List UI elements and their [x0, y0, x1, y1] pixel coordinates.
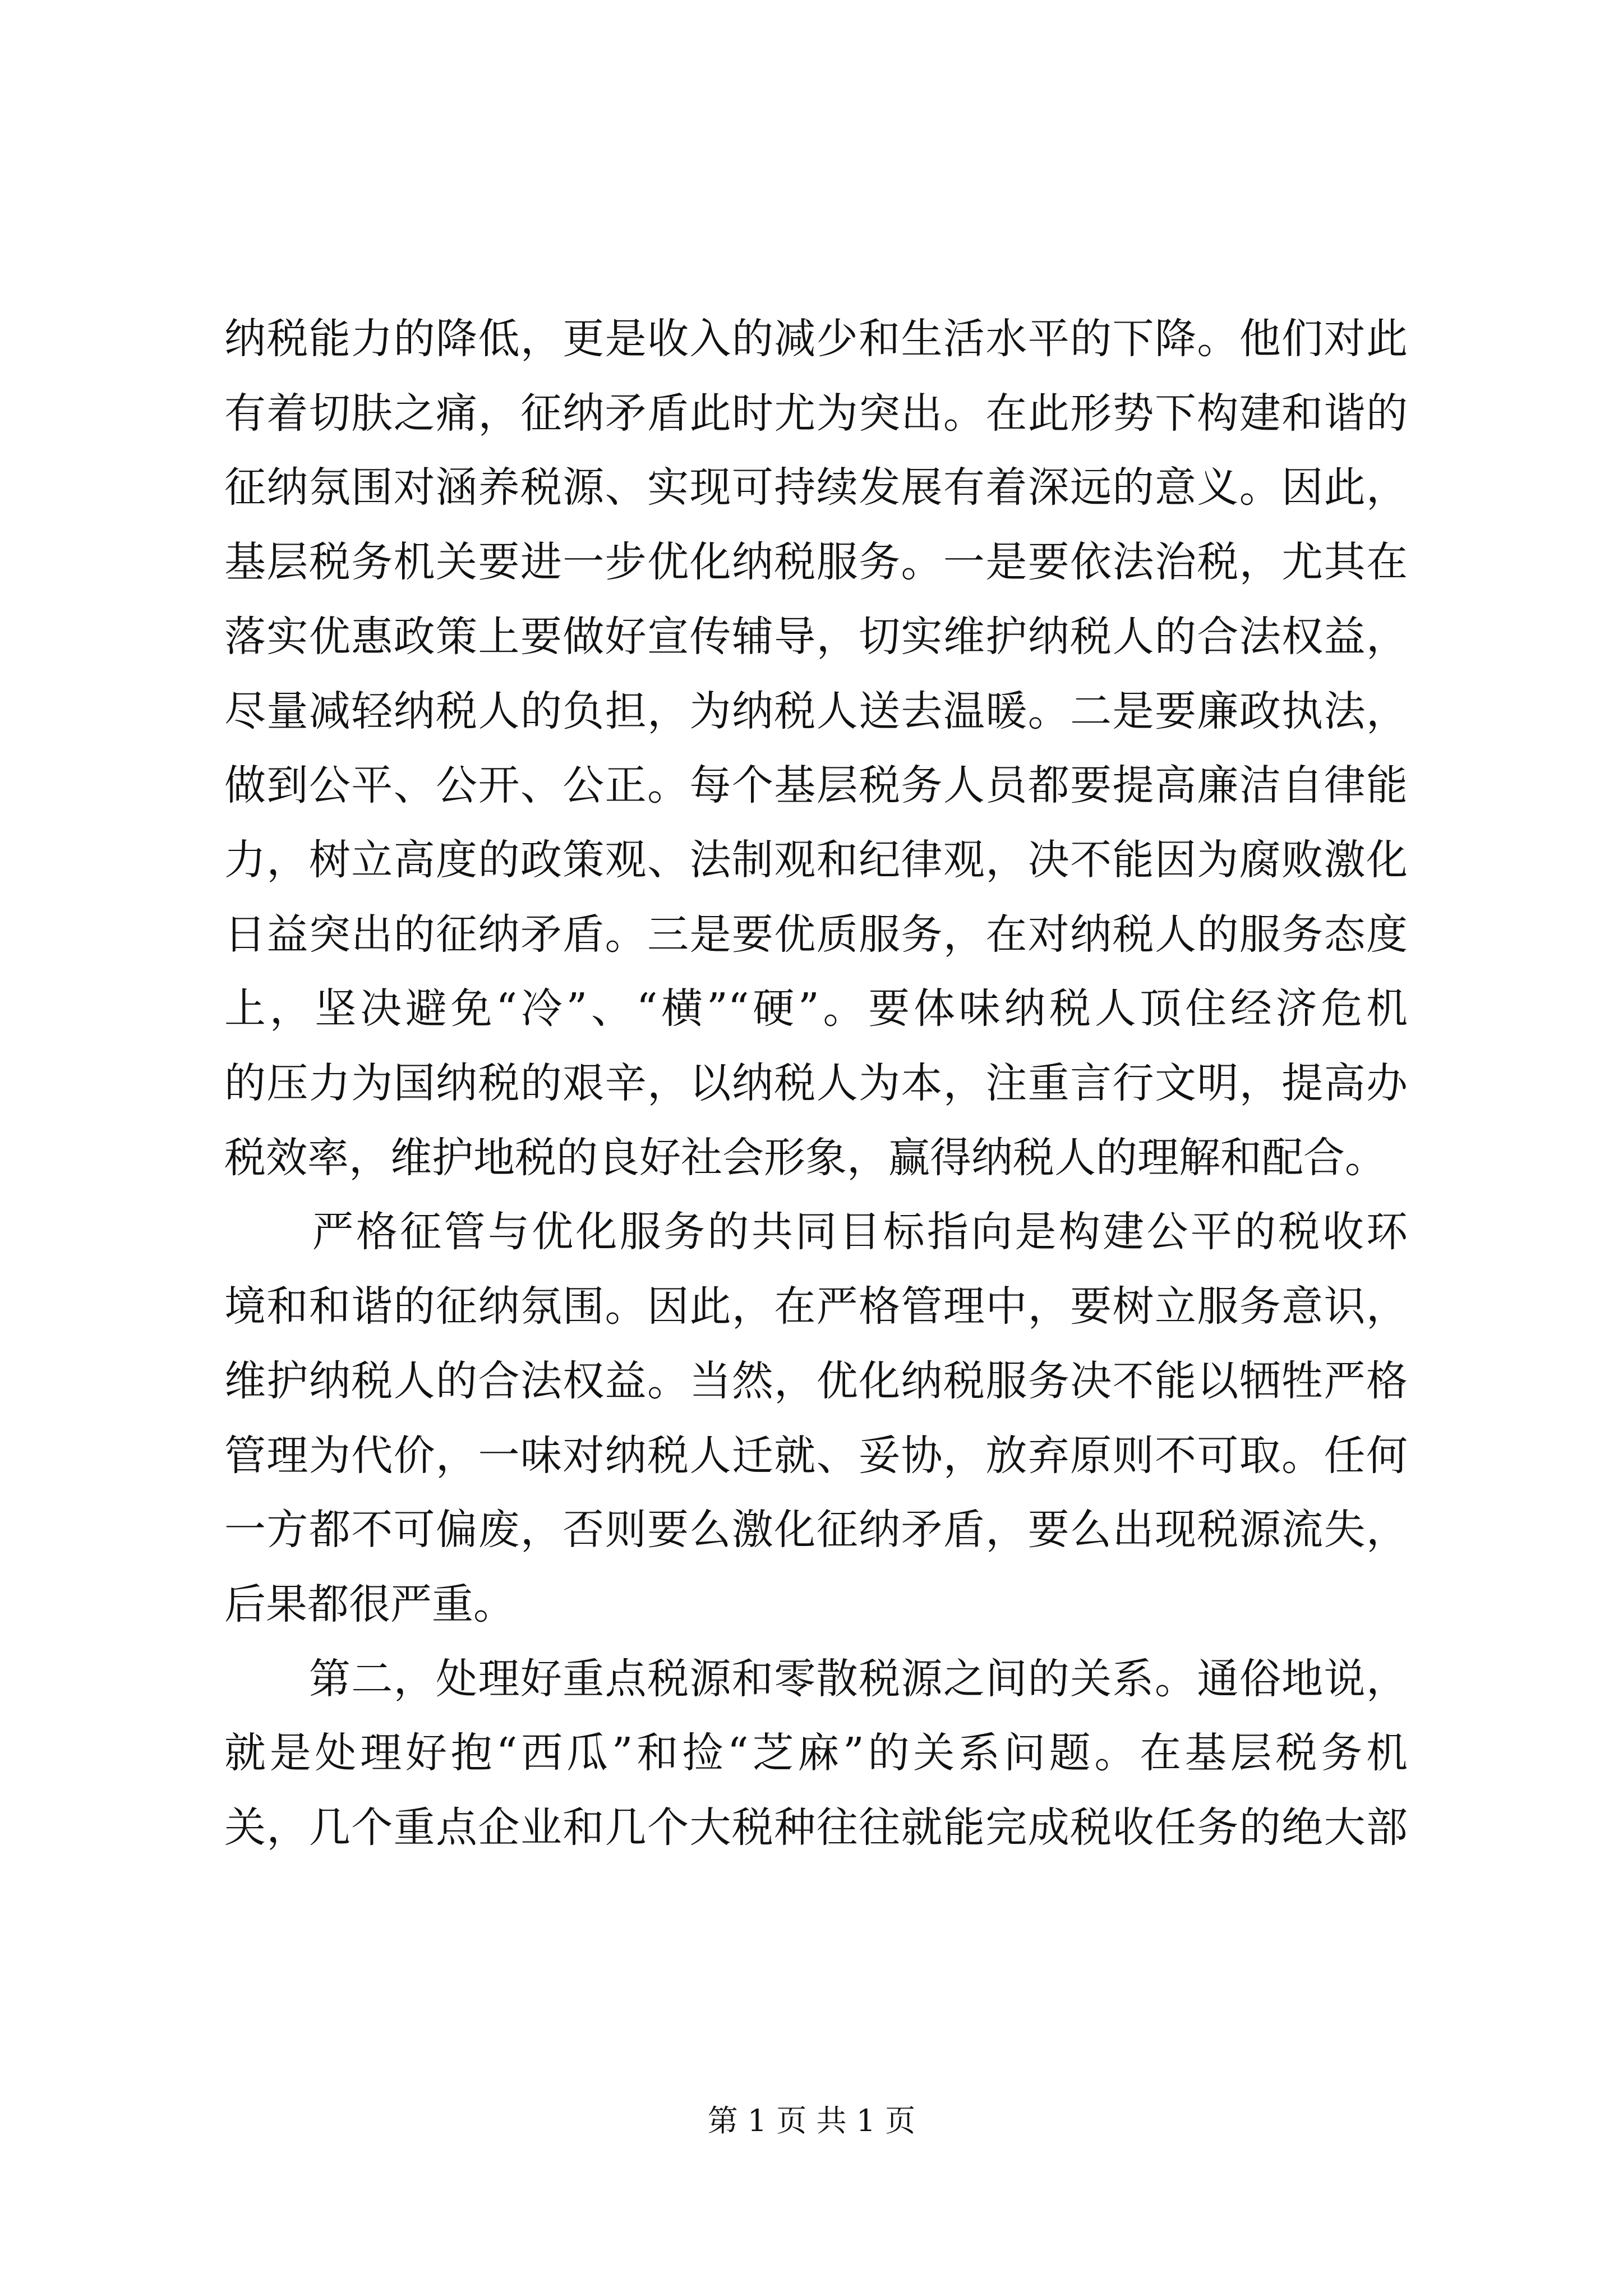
- text-line-11: 的压力为国纳税的艰辛，以纳税人为本，注重言行文明，提高办: [224, 1059, 1408, 1108]
- text-line-14: 境和和谐的征纳氛围。因此，在严格管理中，要树立服务意识，: [224, 1282, 1408, 1331]
- text-line-4: 基层税务机关要进一步优化纳税服务。一是要依法治税，尤其在: [224, 538, 1408, 587]
- text-line-8: 力，树立高度的政策观、法制观和纪律观，决不能因为腐败激化: [224, 835, 1408, 884]
- text-line-13: 严格征管与优化服务的共同目标指向是构建公平的税收环: [224, 1208, 1408, 1257]
- text-line-6: 尽量减轻纳税人的负担，为纳税人送去温暖。二是要廉政执法，: [224, 687, 1408, 735]
- text-line-12: 税效率，维护地税的良好社会形象，赢得纳税人的理解和配合。: [224, 1133, 1386, 1182]
- text-line-7: 做到公平、公开、公正。每个基层税务人员都要提高廉洁自律能: [224, 761, 1408, 810]
- text-line-21: 关，几个重点企业和几个大税种往往就能完成税收任务的绝大部: [224, 1803, 1408, 1852]
- text-line-15: 维护纳税人的合法权益。当然，优化纳税服务决不能以牺牲严格: [224, 1356, 1408, 1405]
- text-line-1: 纳税能力的降低，更是收入的减少和生活水平的下降。他们对此: [224, 315, 1408, 363]
- text-line-2: 有着切肤之痛，征纳矛盾此时尤为突出。在此形势下构建和谐的: [224, 389, 1408, 438]
- text-line-18: 后果都很严重。: [224, 1580, 515, 1628]
- text-line-9: 日益突出的征纳矛盾。三是要优质服务，在对纳税人的服务态度: [224, 910, 1408, 959]
- text-line-17: 一方都不可偏废，否则要么激化征纳矛盾，要么出现税源流失，: [224, 1506, 1408, 1554]
- document-body: [224, 302, 1408, 1865]
- text-line-3: 征纳氛围对涵养税源、实现可持续发展有着深远的意义。因此，: [224, 463, 1408, 512]
- text-line-10: 上，坚决避免“冷”、“横”“硬”。要体味纳税人顶住经济危机: [224, 984, 1408, 1033]
- page-number-footer: 第 1 页 共 1 页: [707, 2103, 916, 2138]
- text-line-5: 落实优惠政策上要做好宣传辅导，切实维护纳税人的合法权益，: [224, 612, 1408, 661]
- text-line-16: 管理为代价，一味对纳税人迁就、妥协，放弃原则不可取。任何: [224, 1431, 1408, 1480]
- text-line-20: 就是处理好抱“西瓜”和捡“芝麻”的关系问题。在基层税务机: [224, 1729, 1408, 1778]
- text-line-19: 第二，处理好重点税源和零散税源之间的关系。通俗地说，: [224, 1654, 1408, 1703]
